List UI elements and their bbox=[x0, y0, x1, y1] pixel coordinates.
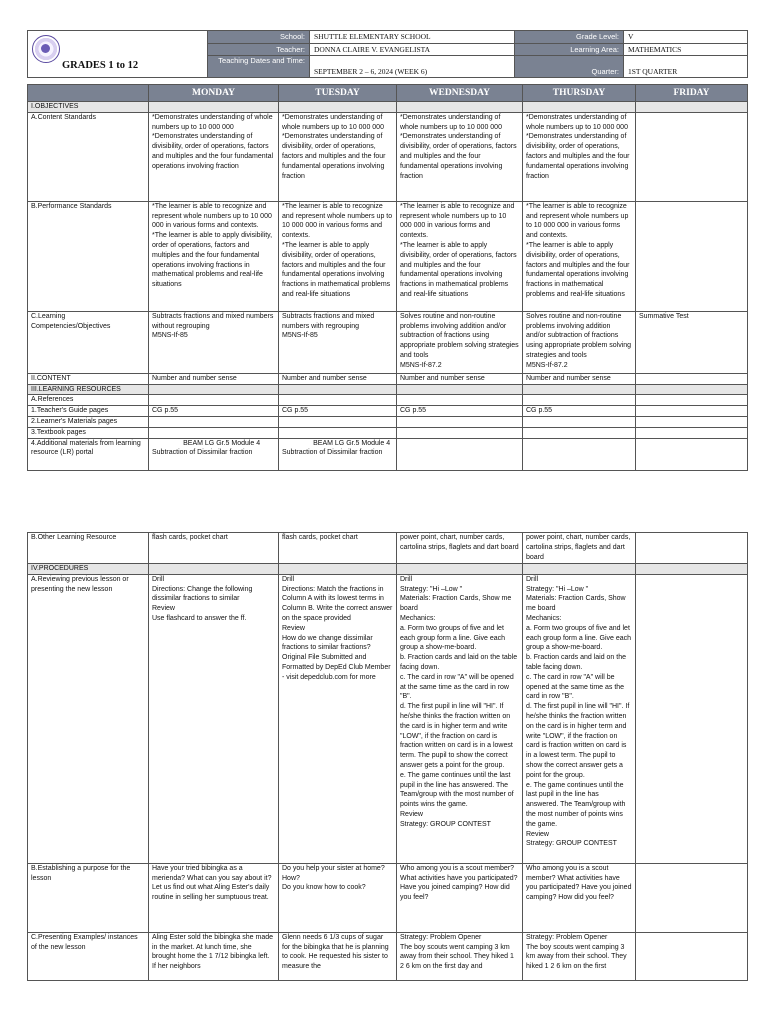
cell-reviewing-mon: Drill Directions: Change the following dissimilar fractions to similar Review Use flashcard to answer the ff. bbox=[149, 574, 279, 863]
cell-content-standards-wed: *Demonstrates understanding of whole numbers up to 10 000 000 *Demonstrates understanding of divisibility, order of operations, factors and multiples and the four fundamental operations involving fraction bbox=[397, 112, 523, 201]
cell-content-standards-thu: *Demonstrates understanding of whole numbers up to 10 000 000 *Demonstrates understanding of divisibility, order of operations, factors and multiples and the four fundamental operations involving fraction bbox=[523, 112, 636, 201]
cell-other-thu: power point, chart, number cards, cartolina strips, flaglets and dart board bbox=[523, 533, 636, 564]
teacher-value: DONNA CLAIRE V. EVANGELISTA bbox=[310, 43, 515, 56]
table-row bbox=[28, 932, 748, 980]
cell-tg-fri bbox=[636, 406, 748, 417]
table-row bbox=[28, 427, 748, 438]
cell-reviewing-thu: Drill Strategy: "Hi –Low " Materials: Fraction Cards, Show me board Mechanics: a. Form two groups of five and let each group form a line. Give each group a show-me-board. b. Fraction cards and laid on the table facing down. c. The card in row "A" will be opened at the same time as the card in row "B". d. The first pupil in line will "HI". If he/she thinks the fraction written on the card is in higher term and write "LOW", if the fraction on card is fraction written on card is in a lowest term. The pupil to show the correct answer gets a point for the group. e. The game continues until the last pupil in the line has answered. The Team/group with the most number of points wins the game. Review Strategy: GROUP CONTEST bbox=[523, 574, 636, 863]
day-tuesday: TUESDAY bbox=[279, 85, 397, 102]
section-objectives: I.OBJECTIVES bbox=[28, 102, 149, 113]
cell-performance-thu: *The learner is able to recognize and represent whole numbers up to 10 000 000 in various forms and contexts. *The learner is able to apply divisibility, order of operations, factors and multiples and the four fundamental operations involving fractions in mathematical problems and real-life situations bbox=[523, 201, 636, 311]
table-row bbox=[28, 438, 748, 470]
grade-value: V bbox=[624, 31, 748, 44]
cell-purpose-wed: Who among you is a scout member? What activities have you participated? Have you joined camping? How did you feel? bbox=[397, 863, 523, 932]
title-grades: GRADES 1 to 12 bbox=[62, 60, 139, 71]
header-table bbox=[27, 30, 748, 78]
school-value: SHUTTLE ELEMENTARY SCHOOL bbox=[310, 31, 515, 44]
day-wednesday: WEDNESDAY bbox=[397, 85, 523, 102]
area-label: Learning Area: bbox=[515, 43, 624, 56]
cell-performance-tue: *The learner is able to recognize and represent whole numbers up to 10 000 000 in various forms and contexts. *The learner is able to apply divisibility, order of operations, factors and multiples and the four fundamental operations involving fractions in mathematical problems and real-life situations bbox=[279, 201, 397, 311]
cell-content-standards-tue: *Demonstrates understanding of whole numbers up to 10 000 000 *Demonstrates understanding of divisibility, order of operations, factors and multiples and the four fundamental operations involving fraction bbox=[279, 112, 397, 201]
day-header-row bbox=[28, 85, 748, 102]
grade-label: Grade Level: bbox=[515, 31, 624, 44]
cell-presenting-tue: Glenn needs 6 1/3 cups of sugar for the bibingka that he is planning to cook. He requested his sister to measure the bbox=[279, 932, 397, 980]
row-label-purpose: B.Establishing a purpose for the lesson bbox=[28, 863, 149, 932]
quarter-label: Quarter: bbox=[515, 56, 624, 78]
cell-other-mon: flash cards, pocket chart bbox=[149, 533, 279, 564]
row-label-references: A.References bbox=[28, 395, 149, 406]
cell-content-mon: Number and number sense bbox=[149, 373, 279, 384]
cell-content-thu: Number and number sense bbox=[523, 373, 636, 384]
cell-tg-wed: CG p.55 bbox=[397, 406, 523, 417]
cell-reviewing-wed: Drill Strategy: "Hi –Low " Materials: Fraction Cards, Show me board Mechanics: a. Form two groups of five and let each group form a line. Give each group a show-me-board. b. Fraction cards and laid on the table facing down. c. The card in row "A" will be opened at the same time as the card in row "B". d. The first pupil in line will "HI". If he/she thinks the fraction written on the card is in higher term and write "LOW", if the fraction on card is fraction written on card is in a lowest term. The pupil to show the correct answer gets a point for the group. e. The game continues until the last pupil in the line has answered. The Team/group with the most number of points wins the game. Review Strategy: GROUP CONTEST bbox=[397, 574, 523, 863]
table-row bbox=[28, 416, 748, 427]
cell-purpose-thu: Who among you is a scout member? What activities have you participated? Have you joined camping? How did you feel? bbox=[523, 863, 636, 932]
cell-reviewing-fri bbox=[636, 574, 748, 863]
row-label-other-resources: B.Other Learning Resource bbox=[28, 533, 149, 564]
cell-presenting-fri bbox=[636, 932, 748, 980]
section-content: II.CONTENT bbox=[28, 373, 149, 384]
day-monday: MONDAY bbox=[149, 85, 279, 102]
row-label-content-standards: A.Content Standards bbox=[28, 112, 149, 201]
cell-additional-fri bbox=[636, 438, 748, 470]
deped-seal-logo bbox=[32, 35, 60, 63]
cell-additional-mon: BEAM LG Gr.5 Module 4 Subtraction of Dissimilar fraction bbox=[149, 438, 279, 470]
cell-competencies-tue: Subtracts fractions and mixed numbers with regrouping M5NS-If-85 bbox=[279, 311, 397, 373]
cell-purpose-fri bbox=[636, 863, 748, 932]
cell-content-wed: Number and number sense bbox=[397, 373, 523, 384]
table-row bbox=[28, 406, 748, 417]
cell-content-fri bbox=[636, 373, 748, 384]
dates-label: Teaching Dates and Time: bbox=[208, 56, 310, 78]
row-label-presenting: C.Presenting Examples/ instances of the new lesson bbox=[28, 932, 149, 980]
cell-tg-thu: CG p.55 bbox=[523, 406, 636, 417]
row-label-textbook-pages: 3.Textbook pages bbox=[28, 427, 149, 438]
cell-tg-mon: CG p.55 bbox=[149, 406, 279, 417]
table-row bbox=[28, 311, 748, 373]
cell-purpose-mon: Have your tried bibingka as a merienda? What can you say about it? Let us find out what Aling Ester's daily routine in selling her sumptuous treat. bbox=[149, 863, 279, 932]
cell-competencies-fri: Summative Test bbox=[636, 311, 748, 373]
table-row bbox=[28, 574, 748, 863]
section-learning-resources: III.LEARNING RESOURCES bbox=[28, 384, 149, 395]
school-label: School: bbox=[208, 31, 310, 44]
cell-competencies-thu: Solves routine and non-routine problems involving addition and/or subtraction of fractions using appropriate problem solving strategies and tools M5NS-If-87.2 bbox=[523, 311, 636, 373]
row-label-competencies: C.Learning Competencies/Objectives bbox=[28, 311, 149, 373]
dates-value: SEPTEMBER 2 – 6, 2024 (WEEK 6) bbox=[310, 56, 515, 78]
cell-additional-wed bbox=[397, 438, 523, 470]
cell-tg-tue: CG p.55 bbox=[279, 406, 397, 417]
lesson-table-top bbox=[27, 84, 748, 471]
cell-other-tue: flash cards, pocket chart bbox=[279, 533, 397, 564]
corner-cell bbox=[28, 85, 149, 102]
cell-additional-tue: BEAM LG Gr.5 Module 4 Subtraction of Dissimilar fraction bbox=[279, 438, 397, 470]
cell-purpose-tue: Do you help your sister at home? How? Do you know how to cook? bbox=[279, 863, 397, 932]
row-label-lm-pages: 2.Learner's Materials pages bbox=[28, 416, 149, 427]
table-row bbox=[28, 533, 748, 564]
table-row bbox=[28, 863, 748, 932]
cell-competencies-wed: Solves routine and non-routine problems involving addition and/or subtraction of fractions using appropriate problem solving strategies and tools M5NS-If-87.2 bbox=[397, 311, 523, 373]
cell-content-standards-fri bbox=[636, 112, 748, 201]
header-title-cell bbox=[28, 31, 208, 78]
cell-reviewing-tue: Drill Directions: Match the fractions in Column A with its lowest terms in Column B. Write the correct answer on the space provided Review How do we change dissimilar fractions to similar fractions? Original File Submitted and Formatted by DepEd Club Member - visit depedclub.com for more bbox=[279, 574, 397, 863]
cell-other-wed: power point, chart, number cards, cartolina strips, flaglets and dart board bbox=[397, 533, 523, 564]
cell-content-tue: Number and number sense bbox=[279, 373, 397, 384]
section-procedures: IV.PROCEDURES bbox=[28, 564, 149, 575]
table-row bbox=[28, 373, 748, 384]
cell-presenting-wed: Strategy: Problem Opener The boy scouts went camping 3 km away from their school. They hiked 1 2 6 km on the first day and bbox=[397, 932, 523, 980]
quarter-value: 1ST QUARTER bbox=[624, 56, 748, 78]
table-row bbox=[28, 395, 748, 406]
day-thursday: THURSDAY bbox=[523, 85, 636, 102]
row-label-reviewing: A.Reviewing previous lesson or presenting the new lesson bbox=[28, 574, 149, 863]
table-row bbox=[28, 201, 748, 311]
cell-presenting-mon: Aling Ester sold the bibingka she made in the market. At lunch time, she brought home the 1 7/12 bibingka left. If her neighbors bbox=[149, 932, 279, 980]
row-label-performance-standards: B.Performance Standards bbox=[28, 201, 149, 311]
lesson-table-bottom bbox=[27, 532, 748, 981]
cell-performance-wed: *The learner is able to recognize and represent whole numbers up to 10 000 000 in various forms and contexts. *The learner is able to apply divisibility, order of operations, factors and multiples and the four fundamental operations involving fractions in mathematical problems and real-life situations bbox=[397, 201, 523, 311]
cell-presenting-thu: Strategy: Problem Opener The boy scouts went camping 3 km away from their school. They hiked 1 2 6 km on the first bbox=[523, 932, 636, 980]
cell-performance-mon: *The learner is able to recognize and represent whole numbers up to 10 000 000 in various forms and contexts. *The learner is able to apply divisibility, order of operations, factors and multiples and the four fundamental operations involving fractions in mathematical problems and real-life situations bbox=[149, 201, 279, 311]
teacher-label: Teacher: bbox=[208, 43, 310, 56]
day-friday: FRIDAY bbox=[636, 85, 748, 102]
row-label-tg-pages: 1.Teacher's Guide pages bbox=[28, 406, 149, 417]
cell-performance-fri bbox=[636, 201, 748, 311]
cell-additional-thu bbox=[523, 438, 636, 470]
row-label-additional-materials: 4.Additional materials from learning resource (LR) portal bbox=[28, 438, 149, 470]
cell-competencies-mon: Subtracts fractions and mixed numbers without regrouping M5NS-If-85 bbox=[149, 311, 279, 373]
area-value: MATHEMATICS bbox=[624, 43, 748, 56]
cell-content-standards-mon: *Demonstrates understanding of whole numbers up to 10 000 000 *Demonstrates understanding of divisibility, order of operations, factors and multiples and the four fundamental operations involving fraction bbox=[149, 112, 279, 201]
table-row bbox=[28, 112, 748, 201]
cell-other-fri bbox=[636, 533, 748, 564]
